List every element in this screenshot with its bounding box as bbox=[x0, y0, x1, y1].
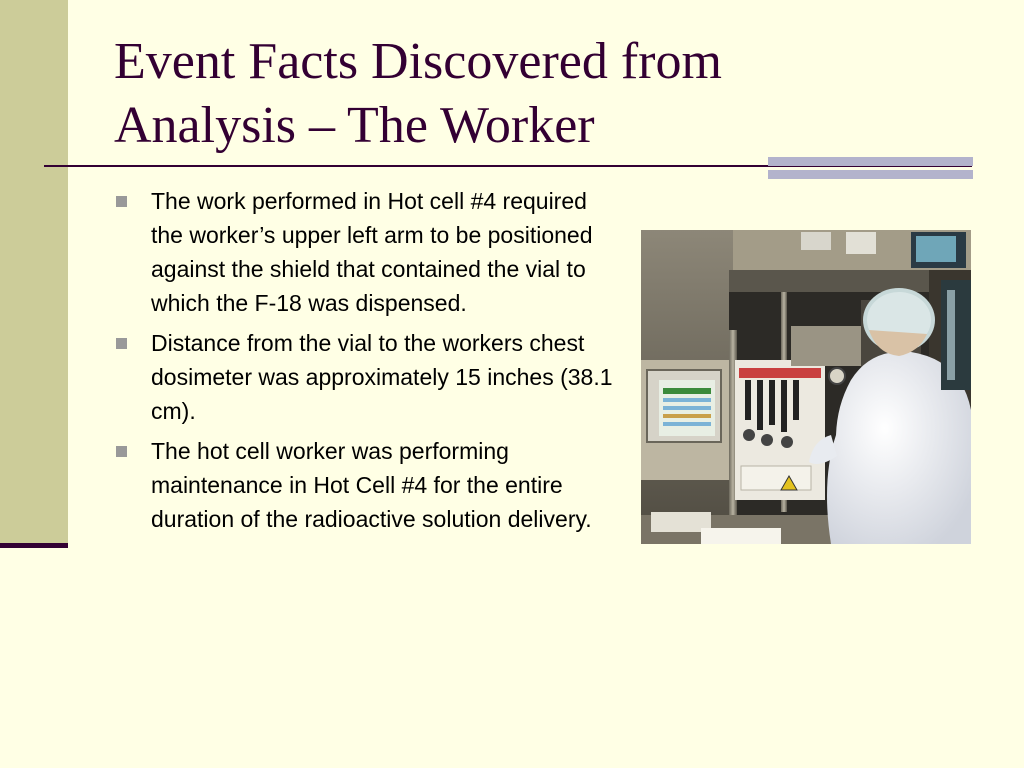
slide-title: Event Facts Discovered from Analysis – The Worker bbox=[114, 33, 722, 154]
left-decorative-bar bbox=[0, 0, 68, 545]
square-bullet-icon bbox=[116, 196, 127, 207]
accent-bar-top bbox=[768, 157, 973, 166]
hot-cell-photo bbox=[641, 230, 971, 544]
square-bullet-icon bbox=[116, 338, 127, 349]
bullet-text: The hot cell worker was performing maintenance in Hot Cell #4 for the entire duration of the radioactive solution delivery. bbox=[151, 438, 592, 532]
square-bullet-icon bbox=[116, 446, 127, 457]
accent-bar-bottom bbox=[768, 170, 973, 179]
bullet-text: The work performed in Hot cell #4 required the worker’s upper left arm to be positioned against the shield that contained the vial to which the F-18 was dispensed. bbox=[151, 188, 593, 316]
bullet-item bbox=[114, 434, 624, 536]
bullet-item bbox=[114, 184, 624, 320]
left-decorative-rule bbox=[0, 543, 68, 548]
hot-cell-photo-illustration bbox=[641, 230, 971, 544]
bullet-item bbox=[114, 326, 624, 428]
bullet-list bbox=[114, 184, 624, 542]
bullet-text: Distance from the vial to the workers chest dosimeter was approximately 15 inches (38.1 cm). bbox=[151, 330, 613, 424]
